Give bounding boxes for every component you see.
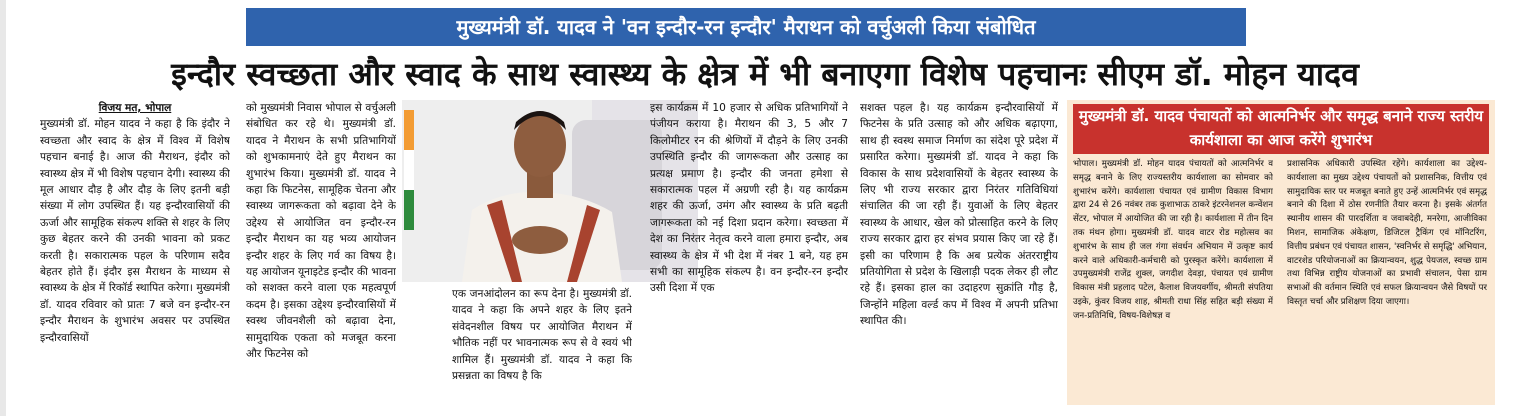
byline: विजय मत, भोपाल [98, 102, 172, 114]
column-3-text: एक जनआंदोलन का रूप देना है। मुख्यमंत्री डॉ. यादव ने कहा कि अपने शहर के लिए इतने संवेदनशील विषय पर आयोजित मैराथन में भौतिक नहीं पर भावनात्मक रूप से वे स्वयं भी शामिल हैं। मुख्यमंत्री डॉ. यादव ने कहा कि प्रसन्नता का विषय है कि [452, 288, 632, 383]
column-4-text: इस कार्यक्रम में 10 हजार से अधिक प्रतिभागियों ने पंजीयन कराया है। मैराथन की 3, 5 और 7 किलोमीटर रन की श्रेणियों में दौड़ने के लिए उनकी उपस्थिति इन्दौर की जागरूकता और उत्साह का प्रत्यक्ष प्रमाण है। इन्दौर की जनता हमेशा से सकारात्मक पहल में अग्रणी रही है। यह कार्यक्रम शहर की ऊर्जा, उमंग और स्वास्थ्य के प्रति बढ़ती जागरूकता को नई दिशा प्रदान करेगा। स्वच्छता में देश का निरंतर नेतृत्व करने वाला हमारा इन्दौर, अब स्वास्थ्य के क्षेत्र में भी देश में नंबर 1 बने, यह हम सभी का सामूहिक संकल्प है। वन इन्दौर-रन इन्दौर उसी दिशा में एक [650, 102, 848, 295]
article-column-4 [650, 100, 848, 406]
article-column-3 [452, 286, 632, 406]
sidebar-column-1-text: भोपाल। मुख्यमंत्री डॉ. मोहन यादव पंचायतों को आत्मनिर्भर व समृद्ध बनाने के लिए राज्यस्तरीय कार्यशाला का सोमवार को शुभारंभ करेंगे। कार्यशाला पंचायत एवं ग्रामीण विकास विभाग द्वारा 24 से 26 नवंबर तक कुशाभाऊ ठाकरे इंटरनेशनल कन्वेंशन सेंटर, भोपाल में आयोजित की जा रही है। कार्यशाला में तीन दिन तक मंथन होगा। मुख्यमंत्री डॉ. यादव वाटर रोड महोत्सव का शुभारंभ के साथ ही जल गंगा संवर्धन अभियान में उत्कृष्ट कार्य करने वाले अधिकारी-कर्मचारी को पुरस्कृत करेंगे। कार्यशाला में उपमुख्यमंत्री राजेंद्र शुक्ल, जगदीश देवड़ा, पंचायत एवं ग्रामीण विकास मंत्री प्रहलाद पटेल, कैलाश विजयवर्गीय, श्रीमती संपतिया उइके, कुंवर विजय शाह, श्रीमती राधा सिंह सहित बड़ी संख्या में जन-प्रतिनिधि, विषय-विशेषज्ञ व [1073, 159, 1273, 321]
sidebar-column-2-text: प्रशासनिक अधिकारी उपस्थित रहेंगे। कार्यशाला का उद्देश्य-कार्यशाला का मुख्य उद्देश्य पंचायतों को प्रशासनिक, वित्तीय एवं सामुदायिक स्तर पर मजबूत बनाते हुए उन्हें आत्मनिर्भर एवं समृद्ध बनाने की दिशा में ठोस रणनीति तैयार करना है। इसके अंतर्गत स्थानीय शासन की पारदर्शिता व जवाबदेही, मनरेगा, आजीविका मिशन, सामाजिक अंकेक्षण, डिजिटल ट्रैकिंग एवं मॉनिटरिंग, वित्तीय प्रबंधन एवं पंचायत शासन, 'स्वनिर्भर से समृद्धि' अभियान, वाटरशेड परियोजनाओं का क्रियान्वयन, शुद्ध पेयजल, स्वच्छ ग्राम तथा विभिन्न राष्ट्रीय योजनाओं का प्रभावी संचालन, पेसा ग्राम सभाओं की वर्तमान स्थिति एवं सफल क्रियान्वयन जैसे विषयों पर विस्तृत चर्चा और प्रशिक्षण दिया जाएगा। [1287, 159, 1487, 307]
sidebar-headline: मुख्यमंत्री डॉ. यादव पंचायतों को आत्मनिर्भर और समृद्ध बनाने राज्य स्तरीय कार्यशाला का आज करेंगे शुभारंभ [1078, 107, 1484, 149]
sidebar-column-1 [1073, 158, 1273, 400]
kicker-text: मुख्यमंत्री डॉ. यादव ने 'वन इन्दौर-रन इन्दौर' मैराथन को वर्चुअली किया संबोधित [456, 15, 1036, 39]
sidebar-column-2 [1287, 158, 1487, 400]
column-5-text: सशक्त पहल है। यह कार्यक्रम इन्दौरवासियों में फिटनेस के प्रति उत्साह को और अधिक बढ़ाएगा, साथ ही स्वस्थ समाज निर्माण का संदेश पूरे प्रदेश में प्रसारित करेगा। मुख्यमंत्री डॉ. यादव ने कहा कि विकास के साथ प्रदेशवासियों के बेहतर स्वास्थ्य के लिए भी राज्य सरकार द्वारा निरंतर गतिविधियां संचालित की जा रही हैं। युवाओं के लिए बेहतर स्वास्थ्य के आधार, खेल को प्रोत्साहित करने के लिए राज्य सरकार द्वारा हर संभव प्रयास किए जा रहे हैं। इसी का परिणाम है कि अब प्रत्येक अंतरराष्ट्रीय प्रतियोगिता से प्रदेश के खिलाड़ी पदक लेकर ही लौट रहे हैं। इसका हाल का उदाहरण सुक्रांति गौड़ है, जिन्होंने महिला वर्ल्ड कप में विश्व में अपनी प्रतिभा स्थापित की। [860, 102, 1058, 328]
sidebar-headline-box [1073, 104, 1489, 154]
article-column-2 [246, 100, 396, 400]
article-column-1 [40, 100, 230, 408]
main-headline: इन्दौर स्वच्छता और स्वाद के साथ स्वास्थ्य के क्षेत्र में भी बनाएगा विशेष पहचानः सीएम डॉ. मोहन यादव [171, 55, 1359, 93]
sidebar-story [1067, 100, 1495, 405]
column-1-text: मुख्यमंत्री डॉ. मोहन यादव ने कहा है कि इंदौर ने स्वच्छता और स्वाद के क्षेत्र में विश्व में विशेष पहचान बनाई है। आज की मैराथन, इंदौर को स्वास्थ्य क्षेत्र में भी विशेष पहचान देगी। स्वास्थ्य की मूल आधार दौड़ है और दौड़ के लिए इतनी बड़ी संख्या में लोग उपस्थित हैं। यह इन्दौरवासियों की ऊर्जा और सामूहिक संकल्प शक्ति से शहर के लिए कुछ बेहतर करने की उनकी भावना को प्रकट करती है। सकारात्मक पहल के परिणाम सदैव बेहतर होते हैं। इंदौर इस मैराथन के माध्यम से स्वास्थ्य के क्षेत्र में रिकॉर्ड स्थापित करेगा। मुख्यमंत्री डॉ. यादव रविवार को प्रातः 7 बजे वन इन्दौर-रन इन्दौर मैराथन के शुभारंभ अवसर पर उपस्थित इन्दौरवासियों [40, 118, 230, 344]
column-2-text: को मुख्यमंत्री निवास भोपाल से वर्चुअली संबोधित कर रहे थे। मुख्यमंत्री डॉ. यादव ने मैराथन के सभी प्रतिभागियों को शुभकामनाएं देते हुए मैराथन का शुभारंभ किया। मुख्यमंत्री डॉ. यादव ने कहा कि फिटनेस, सामूहिक चेतना और स्वास्थ्य जागरूकता को बढ़ावा देने के उद्देश्य से आयोजित वन इन्दौर-रन इन्दौर मैराथन का यह भव्य आयोजन इन्दौर शहर के लिए गर्व का विषय है। यह आयोजन यूनाइटेड इन्दौर की भावना को सशक्त करने वाला एक महत्वपूर्ण कदम है। इसका उद्देश्य इन्दौरवासियों में स्वस्थ जीवनशैली को बढ़ावा देना, सामुदायिक एकता को मजबूत करना और फिटनेस को [246, 102, 396, 361]
article-column-5 [860, 100, 1058, 406]
kicker-bar [246, 8, 1246, 46]
page-edge [0, 0, 6, 416]
